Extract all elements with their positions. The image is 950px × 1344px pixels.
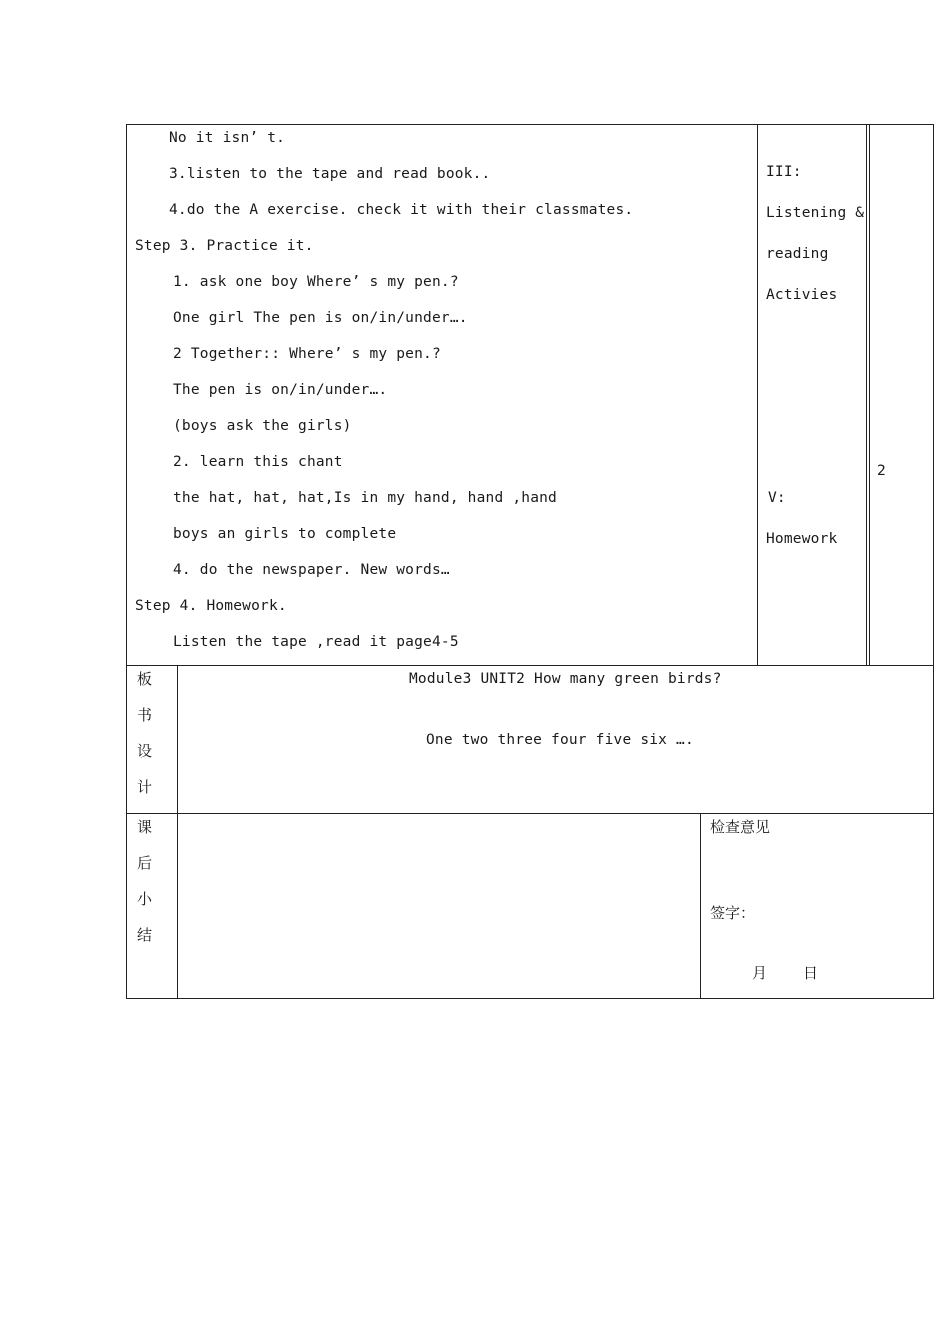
signature-label: 签字： [710,904,756,922]
after-class-label-char: 课 [137,818,153,836]
board-label-char: 板 [137,670,153,688]
stage-three-numeral: III: [766,164,802,180]
after-class-label-char: 后 [137,854,153,872]
step-line: boys an girls to complete [173,526,397,542]
divider-review-column [700,813,701,999]
day-label: 日 [803,964,819,982]
table-border-right [933,124,934,999]
stage-five-label: Homework [766,531,838,547]
stage-three-label: Listening & [766,205,865,221]
board-design-title: Module3 UNIT2 How many green birds? [409,671,722,687]
stage-five-numeral: V: [768,490,786,506]
month-label: 月 [752,964,768,982]
time-value: 2 [877,463,886,479]
step-line: 4. do the newspaper. New words… [173,562,450,578]
step-line: One girl The pen is on/in/under…. [173,310,468,326]
divider-stage-column [757,124,758,666]
step-line: 1. ask one boy Where’ s my pen.? [173,274,459,290]
table-border-left [126,124,127,999]
step-line: (boys ask the girls) [173,418,352,434]
divider-row-after-class [126,813,934,814]
divider-label-column [177,665,178,999]
divider-row-board [126,665,934,666]
step-line: The pen is on/in/under…. [173,382,388,398]
board-label-char: 计 [137,778,153,796]
step-line: 2. learn this chant [173,454,343,470]
after-class-label-char: 结 [137,926,153,944]
step-line: the hat, hat, hat,Is in my hand, hand ,hand [173,490,557,506]
step-heading: Step 3. Practice it. [135,238,314,254]
after-class-label-char: 小 [137,890,153,908]
step-line: 2 Together:: Where’ s my pen.? [173,346,441,362]
table-border-top [126,124,934,125]
stage-three-label: reading [766,246,829,262]
step-line: Listen the tape ,read it page4-5 [173,634,459,650]
step-heading: Step 4. Homework. [135,598,287,614]
step-line: 4.do the A exercise. check it with their classmates. [169,202,634,218]
table-border-bottom [126,998,934,999]
step-line: 3.listen to the tape and read book.. [169,166,491,182]
divider-time-column-a [866,124,867,666]
board-label-char: 设 [137,742,153,760]
stage-three-label: Activies [766,287,838,303]
board-label-char: 书 [137,706,153,724]
divider-time-column-b [869,124,870,666]
step-line: No it isn’ t. [169,130,286,146]
board-design-content: One two three four five six …. [426,732,694,748]
review-opinion-label: 检查意见 [710,818,771,836]
